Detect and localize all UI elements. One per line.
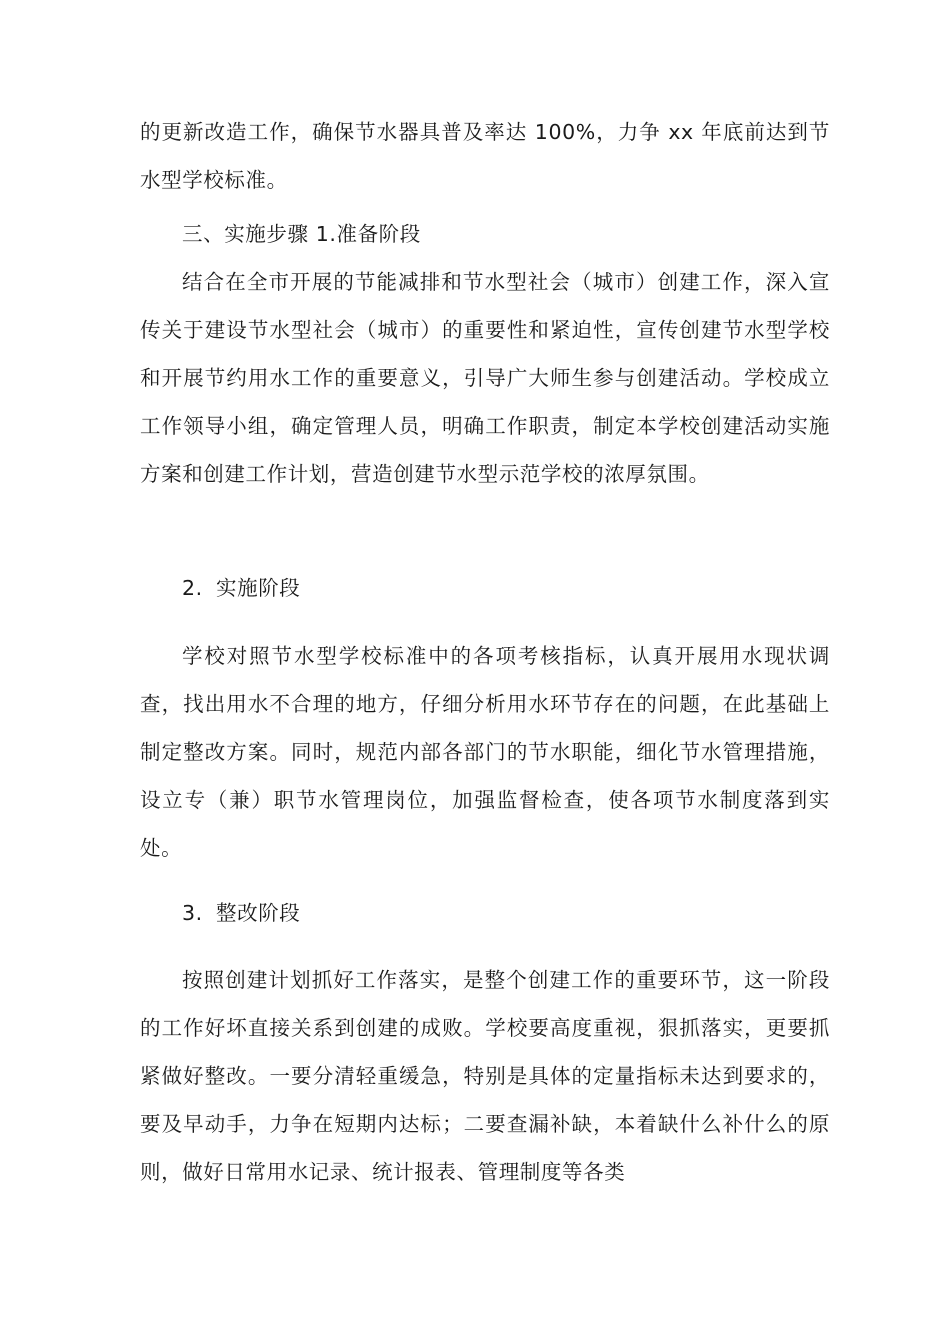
- step-3-title: 整改阶段: [216, 901, 301, 925]
- paragraph-rectify-stage: 按照创建计划抓好工作落实，是整个创建工作的重要环节，这一阶段的工作好坏直接关系到创建的成败。学校要高度重视，狠抓落实，更要抓紧做好整改。一要分清轻重缓急，特别是具体的定量指标未达到要求的，要及早动手，力争在短期内达标；二要查漏补缺，本着缺什么补什么的原则，做好日常用水记录、统计报表、管理制度等各类: [140, 968, 830, 1184]
- paragraph-intro: 的更新改造工作，确保节水器具普及率达 100%，力争 xx 年底前达到节水型学校标准。: [140, 120, 830, 192]
- step-3-heading: [182, 889, 300, 937]
- step-2-title: 实施阶段: [216, 576, 301, 600]
- paragraph-prepare-stage: 结合在全市开展的节能减排和节水型社会（城市）创建工作，深入宣传关于建设节水型社会（城市）的重要性和紧迫性，宣传创建节水型学校和开展节约用水工作的重要意义，引导广大师生参与创建活动。学校成立工作领导小组，确定管理人员，明确工作职责，制定本学校创建活动实施方案和创建工作计划，营造创建节水型示范学校的浓厚氛围。: [140, 270, 830, 486]
- step-2-number: 2.: [182, 576, 203, 600]
- step-2-heading: [182, 564, 300, 612]
- step-3-number: 3.: [182, 901, 203, 925]
- section-heading-steps: 三、实施步骤 1.准备阶段: [182, 222, 421, 246]
- paragraph-implement-stage: 学校对照节水型学校标准中的各项考核指标，认真开展用水现状调查，找出用水不合理的地方，仔细分析用水环节存在的问题，在此基础上制定整改方案。同时，规范内部各部门的节水职能，细化节水管理措施，设立专（兼）职节水管理岗位，加强监督检查，使各项节水制度落到实处。: [140, 644, 830, 860]
